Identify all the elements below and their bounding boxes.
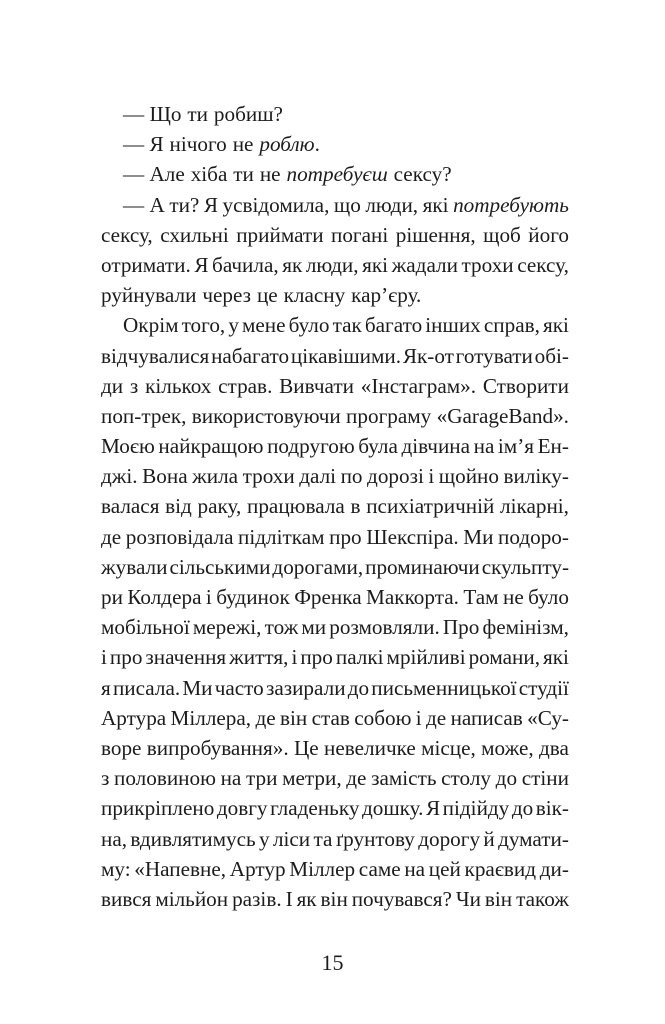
word: до xyxy=(511,796,534,821)
text-line xyxy=(101,673,569,703)
word: через xyxy=(202,283,252,308)
text-line xyxy=(101,854,569,884)
word: — Що xyxy=(123,102,182,126)
text-line xyxy=(101,280,569,310)
word: готувати xyxy=(455,343,533,368)
word: від xyxy=(165,494,192,519)
word: і xyxy=(205,585,212,609)
word: де xyxy=(255,705,276,730)
word: ліси xyxy=(272,826,311,851)
word: невеличке xyxy=(324,735,416,760)
word: що xyxy=(333,192,361,217)
word: подругою xyxy=(267,434,355,459)
word: воре xyxy=(101,735,142,760)
word: розповідала xyxy=(125,524,234,549)
text-line xyxy=(101,552,569,582)
word: далі xyxy=(299,464,337,489)
word: тож xyxy=(264,615,299,640)
word: кар’єру. xyxy=(351,283,422,308)
word: І xyxy=(285,886,293,911)
word: руйнували xyxy=(101,283,197,308)
word: нічого xyxy=(169,132,227,157)
word: також xyxy=(516,886,569,911)
word: дорозі xyxy=(367,464,424,489)
word: у xyxy=(259,826,270,851)
word: мільйон xyxy=(155,886,229,911)
punctuation: . xyxy=(314,132,320,157)
word: «Напевне, xyxy=(134,856,227,881)
word: може, xyxy=(481,735,534,760)
word: які xyxy=(543,645,569,670)
word: рішення, xyxy=(395,222,476,247)
word: це xyxy=(256,283,278,308)
word: замість xyxy=(371,766,437,791)
word: психіатричній xyxy=(366,494,495,519)
word: — Я xyxy=(123,132,164,157)
text-line xyxy=(101,190,569,220)
word: валася xyxy=(101,494,160,519)
word: не xyxy=(502,585,524,609)
word: ти xyxy=(187,102,208,126)
word: «Су- xyxy=(527,705,569,730)
word: як xyxy=(282,252,303,277)
word: ри xyxy=(101,585,123,609)
text-line xyxy=(101,461,569,491)
text-line xyxy=(101,250,569,280)
text-line xyxy=(101,612,569,642)
word: цей xyxy=(428,856,461,881)
word: будинок xyxy=(216,585,290,609)
text-line xyxy=(101,642,569,672)
word: ди- xyxy=(539,856,569,881)
word: була xyxy=(358,434,398,459)
text-line xyxy=(101,310,569,340)
word: подоро- xyxy=(498,524,569,549)
word: проминаючи xyxy=(365,554,480,579)
text-line xyxy=(101,793,569,823)
word: я xyxy=(101,675,111,700)
word: зазирали xyxy=(265,675,346,700)
word: Артур xyxy=(229,856,286,881)
word: Окрім xyxy=(123,313,179,338)
word: фемінізм, xyxy=(482,615,569,640)
text-line xyxy=(101,522,569,552)
word: хіба xyxy=(190,162,228,187)
word: у xyxy=(228,313,239,338)
word: страв. xyxy=(218,373,273,398)
word: — А xyxy=(123,192,165,217)
word: Я xyxy=(203,192,218,217)
word: підліткам xyxy=(238,524,325,549)
word: того, xyxy=(181,313,226,338)
word: щойно xyxy=(438,464,499,489)
word: використовуючи xyxy=(191,403,341,428)
word: трохи xyxy=(242,464,295,489)
word: не xyxy=(259,162,281,187)
word: на xyxy=(404,856,426,881)
word: раку, xyxy=(197,494,242,519)
word: писала. xyxy=(112,675,181,700)
word: метри, xyxy=(282,766,342,791)
word: Це xyxy=(293,735,319,760)
word: з xyxy=(129,373,139,398)
word: трохи xyxy=(461,252,514,277)
word: виліку- xyxy=(503,464,569,489)
word: було xyxy=(288,313,330,338)
word: дорогу xyxy=(418,826,481,851)
word: Чи xyxy=(455,886,481,911)
word: мене xyxy=(242,313,286,338)
word: Міллер xyxy=(289,856,356,881)
word: де xyxy=(101,524,122,549)
word: робиш? xyxy=(213,102,283,126)
word: підійду xyxy=(442,796,510,821)
text-line xyxy=(101,341,569,371)
word: Вивчати xyxy=(279,373,354,398)
word: він xyxy=(484,886,513,911)
text-line xyxy=(101,763,569,793)
word: сексу, xyxy=(517,252,569,277)
word: він xyxy=(320,886,348,911)
word: розмовляли. xyxy=(329,615,440,640)
word: справ, xyxy=(483,313,540,338)
word: де xyxy=(346,766,367,791)
word: багато xyxy=(364,313,423,338)
word: він xyxy=(279,705,308,730)
text-line xyxy=(101,824,569,854)
word: — Але xyxy=(123,162,185,187)
word: на xyxy=(473,434,495,459)
word: Створити xyxy=(482,373,569,398)
word: так xyxy=(332,313,362,338)
word: Колдера xyxy=(127,585,202,609)
word: Я xyxy=(194,252,209,277)
word: по xyxy=(340,464,363,489)
word: джі. xyxy=(101,464,138,489)
emphasized-word: роблю xyxy=(259,132,315,157)
word: вдивлятимусь xyxy=(130,826,256,851)
word: про xyxy=(109,645,143,670)
word: письменницької xyxy=(371,675,517,700)
word: схильні xyxy=(160,222,229,247)
word: щоб xyxy=(483,222,521,247)
word: до xyxy=(495,766,518,791)
emphasized-word: потребуєш xyxy=(286,162,388,187)
text-line xyxy=(101,220,569,250)
word: люди, xyxy=(365,192,419,217)
word: та xyxy=(313,826,333,851)
word: Шекспіра. xyxy=(366,524,459,549)
emphasized-word: потребують xyxy=(453,192,569,217)
word: і xyxy=(415,705,422,730)
word: разів. xyxy=(232,886,282,911)
word: значення xyxy=(145,645,227,670)
word: два xyxy=(539,735,569,760)
word: найкращою xyxy=(158,434,264,459)
word: Міллера, xyxy=(170,705,252,730)
word: ми xyxy=(301,615,327,640)
word: сексу, xyxy=(101,222,153,247)
word: погані xyxy=(331,222,389,247)
word: три xyxy=(245,766,278,791)
word: Ен- xyxy=(537,434,569,459)
word: які xyxy=(543,313,569,338)
word: Артура xyxy=(101,705,167,730)
word: лікарні, xyxy=(500,494,569,519)
word: приймати xyxy=(236,222,324,247)
word: став xyxy=(311,705,350,730)
word: ім’я xyxy=(497,434,535,459)
word: і xyxy=(291,645,298,670)
word: поп-трек, xyxy=(101,403,187,428)
word: набагато xyxy=(211,343,290,368)
word: й xyxy=(483,826,495,851)
word: почувався? xyxy=(351,886,452,911)
word: цікавішими. xyxy=(290,343,402,368)
word: довгу xyxy=(216,796,268,821)
word: класну xyxy=(283,283,346,308)
body-text xyxy=(101,99,569,914)
word: про xyxy=(300,645,333,670)
word: саме xyxy=(358,856,401,881)
word: собою xyxy=(354,705,412,730)
text-line xyxy=(101,99,569,129)
word: випробування». xyxy=(146,735,289,760)
word: му: xyxy=(101,856,131,881)
word: Маккорта. xyxy=(366,585,459,609)
word: які xyxy=(362,252,389,277)
word: з xyxy=(101,766,110,791)
word: обі- xyxy=(534,343,569,368)
word: палкі xyxy=(335,645,384,670)
text-line xyxy=(101,582,569,612)
word: Як-от xyxy=(402,343,454,368)
word: думати- xyxy=(498,826,569,851)
word: стіни xyxy=(521,766,569,791)
word: часто xyxy=(214,675,264,700)
text-line xyxy=(101,733,569,763)
word: усвідомила, xyxy=(222,192,330,217)
word: ти xyxy=(233,162,254,187)
word: отримати. xyxy=(101,252,191,277)
word: Про xyxy=(442,615,480,640)
word: дошку. xyxy=(361,796,424,821)
word: як xyxy=(296,886,317,911)
word: мережі, xyxy=(192,615,262,640)
word: жадали xyxy=(391,252,458,277)
word: відчувалися xyxy=(101,343,210,368)
word: люди, xyxy=(305,252,359,277)
word: в xyxy=(350,494,361,519)
word: мрійливі xyxy=(386,645,466,670)
text-line xyxy=(101,129,569,159)
word: романи, xyxy=(468,645,541,670)
text-line xyxy=(101,491,569,521)
word: про xyxy=(329,524,362,549)
word: на xyxy=(220,766,242,791)
word: Френка xyxy=(294,585,362,609)
word: життя, xyxy=(229,645,289,670)
word: бачила, xyxy=(212,252,279,277)
word: «Інстаграм». xyxy=(360,373,477,398)
word: ґрунтову xyxy=(335,826,415,851)
word: місце, xyxy=(421,735,476,760)
word: Ми xyxy=(182,675,213,700)
word: вився xyxy=(101,886,152,911)
text-line xyxy=(101,371,569,401)
word: Моєю xyxy=(101,434,155,459)
word: краєвид xyxy=(464,856,537,881)
word xyxy=(453,190,569,220)
word: і xyxy=(101,645,107,670)
word: Вона xyxy=(142,464,188,489)
word: сексу? xyxy=(393,162,452,187)
word: скульпту- xyxy=(481,554,569,579)
word: написав xyxy=(450,705,523,730)
text-line xyxy=(101,431,569,461)
word: ти? xyxy=(169,192,200,217)
word: дівчина xyxy=(401,434,471,459)
word: його xyxy=(528,222,569,247)
word: не xyxy=(232,132,254,157)
word: кількох xyxy=(145,373,212,398)
word: до xyxy=(347,675,370,700)
word xyxy=(259,129,320,159)
word: Я xyxy=(425,796,441,821)
word: студії xyxy=(518,675,569,700)
word: дорогами, xyxy=(272,554,364,579)
text-line xyxy=(101,884,569,914)
word: Ми xyxy=(463,524,494,549)
page-number: 15 xyxy=(321,950,344,975)
text-line xyxy=(101,401,569,431)
word: половиною xyxy=(114,766,216,791)
word: жила xyxy=(192,464,239,489)
word: жували xyxy=(101,554,168,579)
word: мобільної xyxy=(101,615,190,640)
word: інших xyxy=(425,313,481,338)
word: Там xyxy=(463,585,499,609)
word: ди xyxy=(101,373,124,398)
word: працювала xyxy=(247,494,345,519)
word: було xyxy=(528,585,569,609)
word: сільськими xyxy=(169,554,271,579)
word: і xyxy=(428,464,435,489)
word: прикріплено xyxy=(101,796,215,821)
word: де xyxy=(426,705,447,730)
word: столу xyxy=(441,766,492,791)
text-line xyxy=(101,159,569,189)
word: вік- xyxy=(535,796,569,821)
word: «GarageBand». xyxy=(436,403,569,428)
word: гладеньку xyxy=(270,796,360,821)
word: на, xyxy=(101,826,128,851)
word: які xyxy=(422,192,449,217)
word xyxy=(286,159,387,189)
text-line xyxy=(101,703,569,733)
word: програму xyxy=(346,403,432,428)
